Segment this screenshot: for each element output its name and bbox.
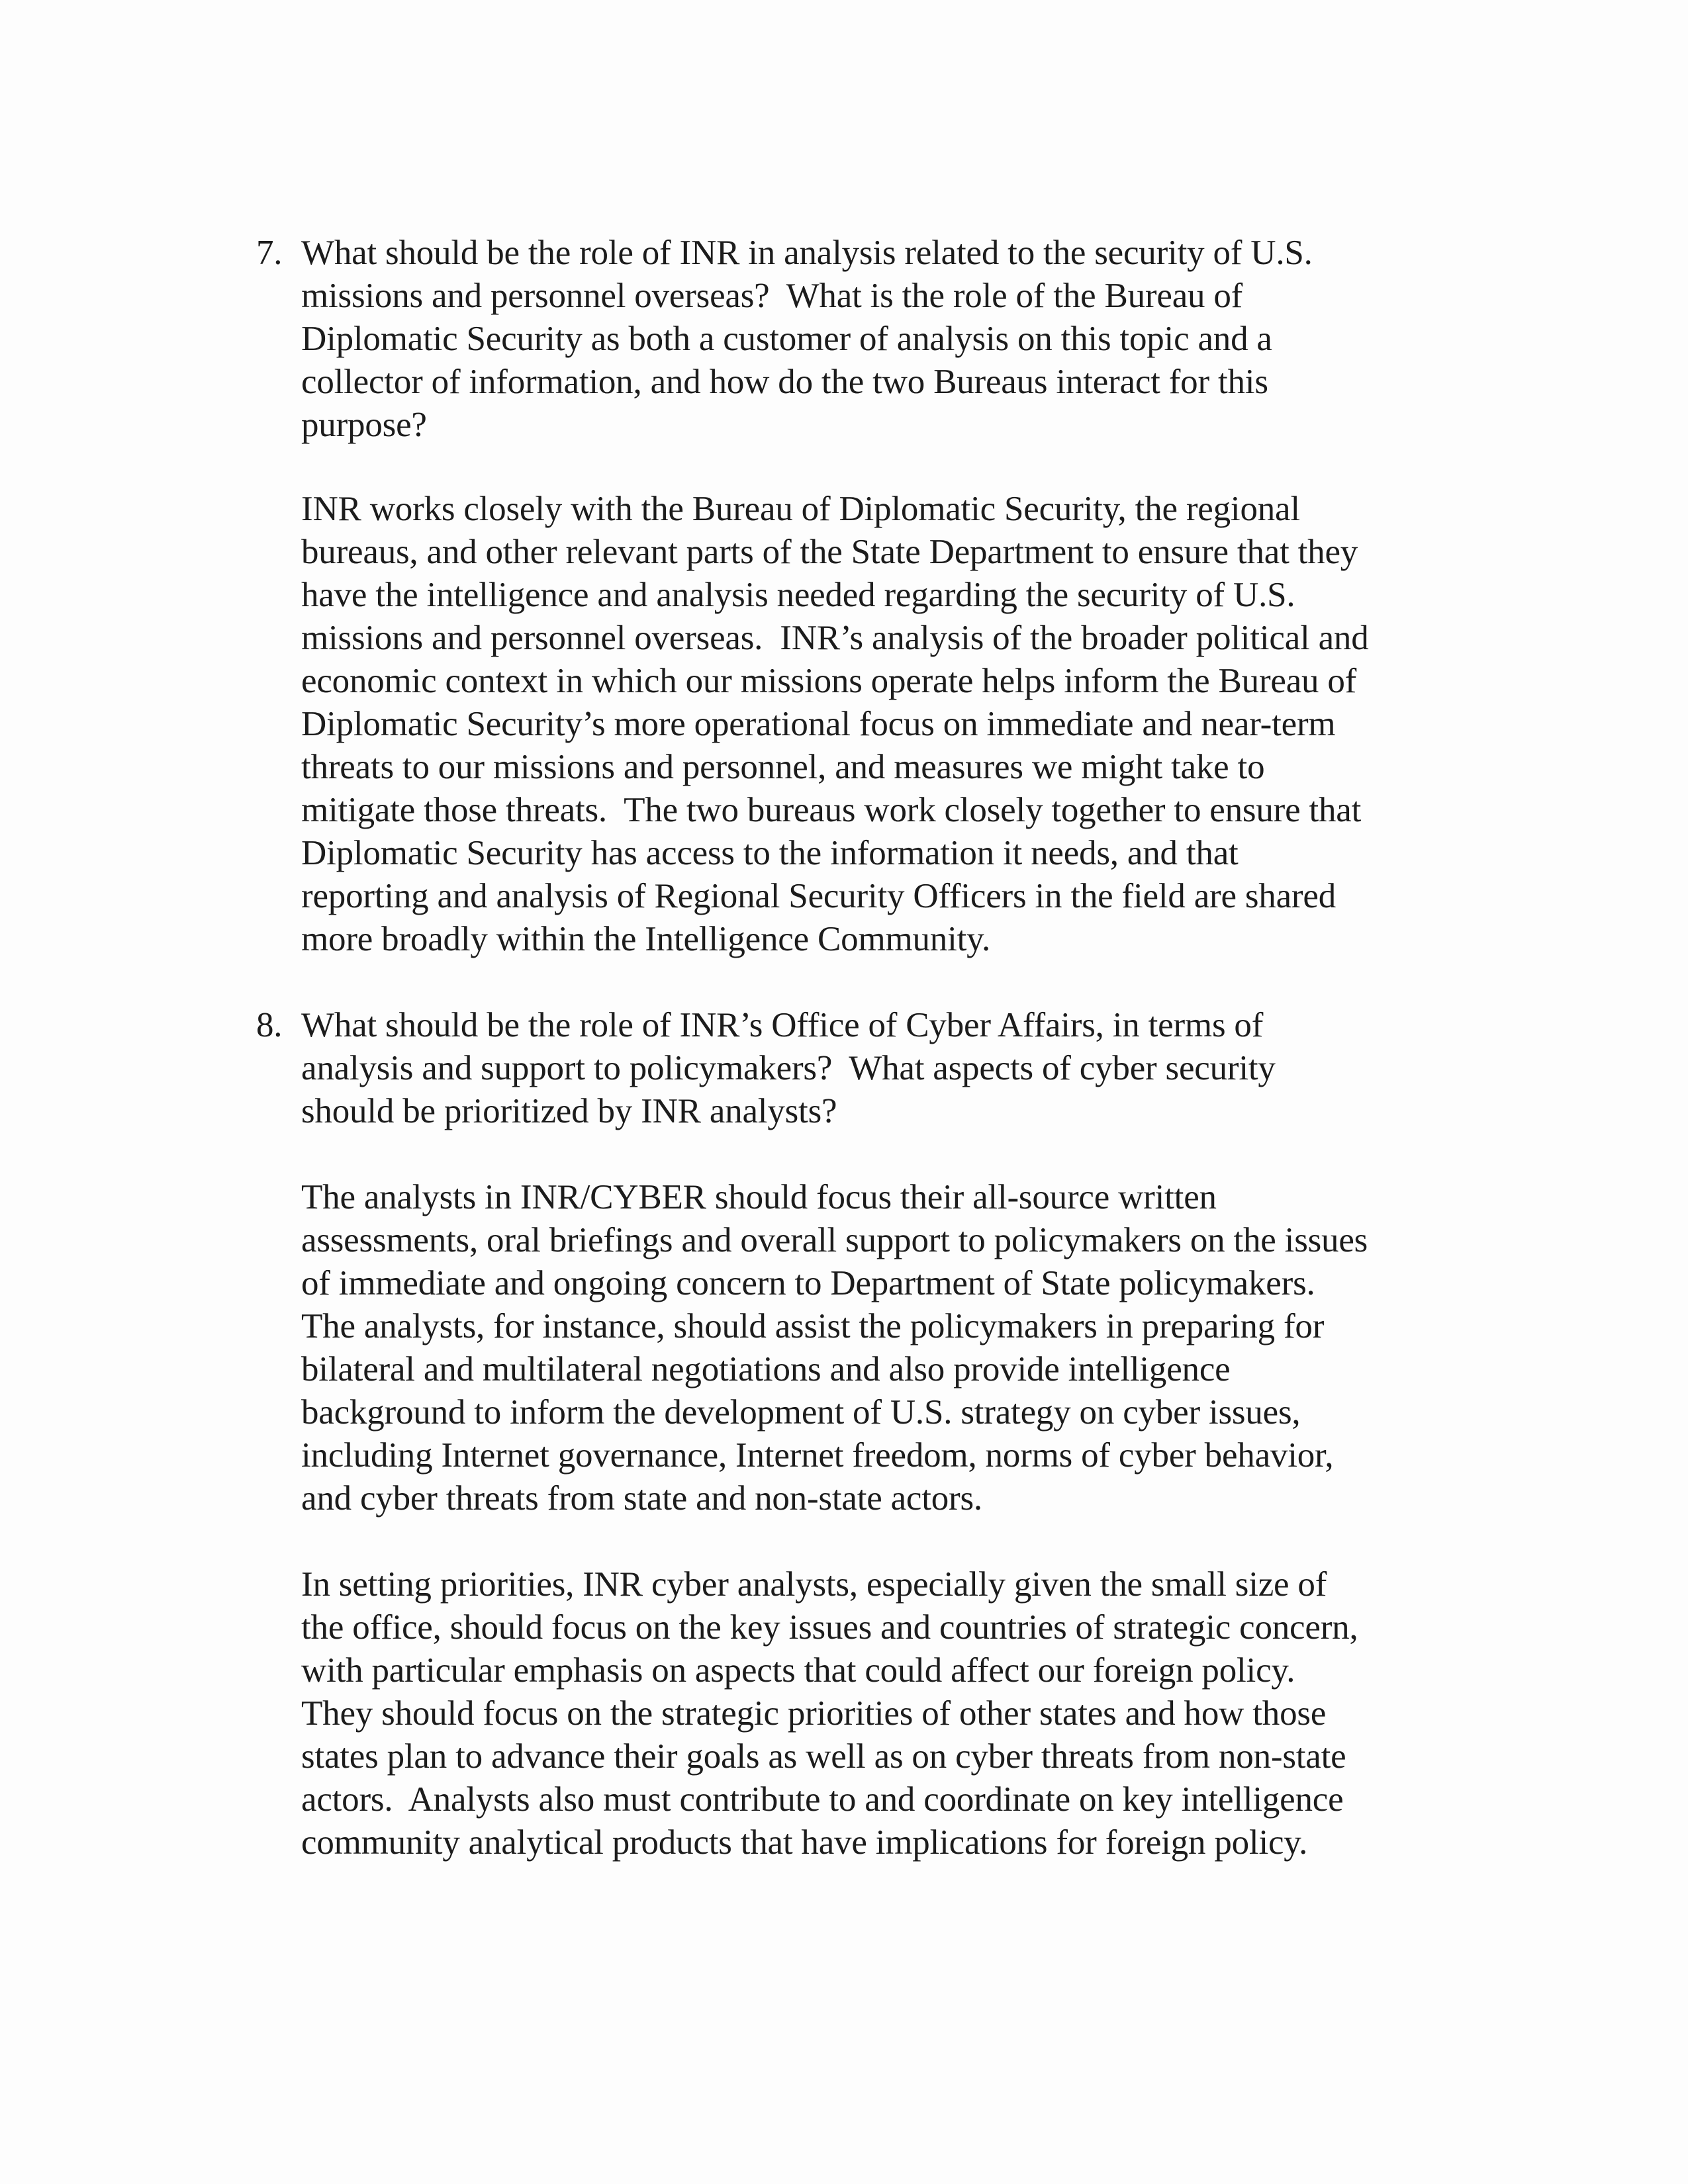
question-8 xyxy=(256,1004,1559,1133)
answer-line: assessments, oral briefings and overall support to policymakers on the issues xyxy=(301,1221,1368,1259)
answer-line: threats to our missions and personnel, and measures we might take to xyxy=(301,748,1265,786)
answer-line: bilateral and multilateral negotiations and also provide intelligence xyxy=(301,1350,1231,1388)
answer-line: Diplomatic Security’s more operational focus on immediate and near-term xyxy=(301,705,1336,743)
answer-line: missions and personnel overseas. INR’s analysis of the broader political and xyxy=(301,619,1369,657)
answer-8-paragraph-1 xyxy=(301,1176,1559,1520)
answer-line: have the intelligence and analysis needed regarding the security of U.S. xyxy=(301,576,1295,614)
answer-line: background to inform the development of U.S. strategy on cyber issues, xyxy=(301,1393,1301,1432)
question-number: 8. xyxy=(256,1006,283,1044)
answer-line: The analysts, for instance, should assist the policymakers in preparing for xyxy=(301,1307,1325,1345)
answer-7-paragraph-1 xyxy=(301,488,1559,961)
answer-line: INR works closely with the Bureau of Diplomatic Security, the regional xyxy=(301,490,1300,528)
answer-line: bureaus, and other relevant parts of the State Department to ensure that they xyxy=(301,533,1358,571)
question-line: What should be the role of INR in analysis related to the security of U.S. xyxy=(301,234,1313,272)
question-line: collector of information, and how do the two Bureaus interact for this xyxy=(301,363,1268,401)
answer-line: Diplomatic Security has access to the information it needs, and that xyxy=(301,834,1239,872)
answer-line: the office, should focus on the key issues and countries of strategic concern, xyxy=(301,1608,1358,1647)
answer-line: mitigate those threats. The two bureaus work closely together to ensure that xyxy=(301,791,1362,829)
answer-line: In setting priorities, INR cyber analysts, especially given the small size of xyxy=(301,1565,1327,1604)
question-line: should be prioritized by INR analysts? xyxy=(301,1092,837,1130)
question-line: What should be the role of INR’s Office of Cyber Affairs, in terms of xyxy=(301,1006,1264,1044)
answer-line: with particular emphasis on aspects that could affect our foreign policy. xyxy=(301,1651,1295,1690)
question-line: analysis and support to policymakers? What aspects of cyber security xyxy=(301,1049,1276,1087)
answer-8-paragraph-2 xyxy=(301,1563,1559,1864)
question-line: Diplomatic Security as both a customer of analysis on this topic and a xyxy=(301,320,1272,358)
answer-line: reporting and analysis of Regional Security Officers in the field are shared xyxy=(301,877,1336,915)
question-7 xyxy=(256,232,1559,447)
question-number: 7. xyxy=(256,234,283,272)
answer-line: They should focus on the strategic priorities of other states and how those xyxy=(301,1694,1327,1733)
answer-line: of immediate and ongoing concern to Department of State policymakers. xyxy=(301,1264,1315,1302)
answer-line: and cyber threats from state and non-state actors. xyxy=(301,1479,982,1518)
answer-line: including Internet governance, Internet freedom, norms of cyber behavior, xyxy=(301,1436,1334,1475)
answer-line: actors. Analysts also must contribute to and coordinate on key intelligence xyxy=(301,1780,1344,1819)
answer-line: states plan to advance their goals as well as on cyber threats from non-state xyxy=(301,1737,1346,1776)
answer-line: economic context in which our missions operate helps inform the Bureau of xyxy=(301,662,1357,700)
answer-line: The analysts in INR/CYBER should focus their all-source written xyxy=(301,1178,1217,1216)
question-line: purpose? xyxy=(301,406,427,444)
answer-line: more broadly within the Intelligence Community. xyxy=(301,920,991,958)
question-line: missions and personnel overseas? What is the role of the Bureau of xyxy=(301,277,1243,315)
answer-line: community analytical products that have implications for foreign policy. xyxy=(301,1823,1308,1862)
